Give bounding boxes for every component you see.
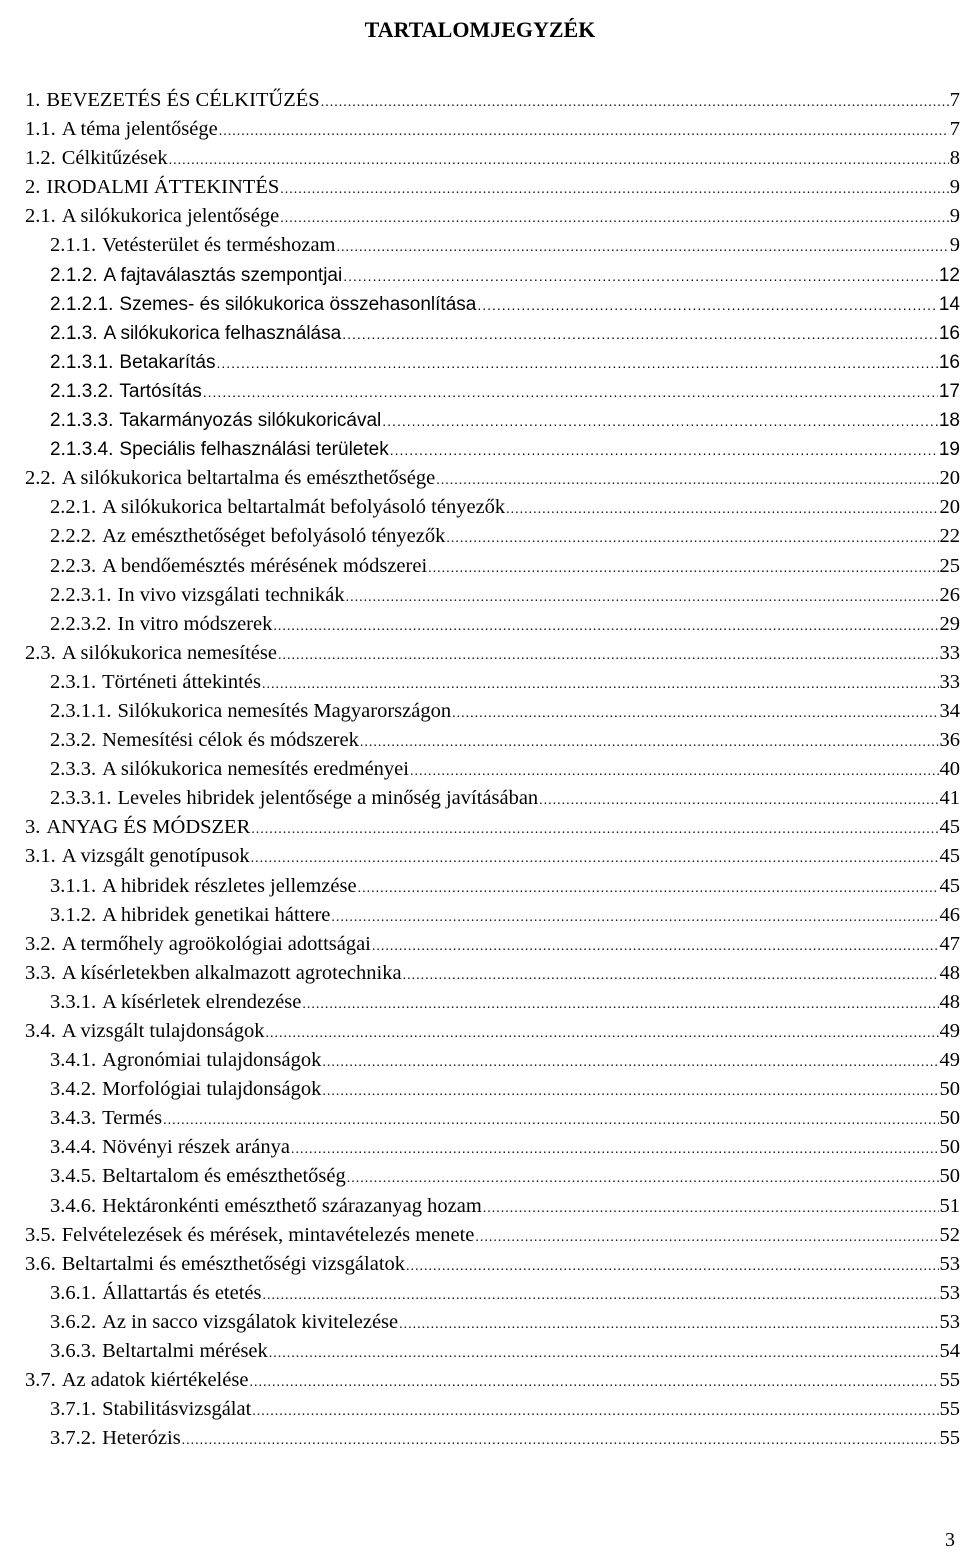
toc-entry-page: 16 [938,351,960,373]
dot-leader [403,961,939,990]
toc-entry-number: 3.7.1. [50,1398,97,1421]
toc-entry[interactable] [25,639,960,668]
toc-entry[interactable] [25,1017,960,1046]
dot-leader [249,1368,938,1397]
toc-entry-title: A vizsgált tulajdonságok [61,1020,265,1042]
toc-entry-number: 2.3.3. [50,758,97,781]
toc-entry-title: Felvételezések és mérések, mintavételezés menete [61,1223,475,1246]
toc-entry-title: A silókukorica beltartalma és emészthetősége [61,467,436,490]
toc-entry-page: 45 [939,816,960,839]
toc-entry-number: 2.3.1.1. [50,699,112,722]
dot-leader [163,1106,938,1135]
toc-entry-number: 1.2. [25,147,56,170]
toc-entry-title: Termés [102,1107,163,1130]
toc-entry-page: 50 [939,1107,960,1130]
dot-leader [263,1281,939,1310]
toc-entry-page: 18 [938,410,960,432]
toc-entry-number: 2.3.1. [50,670,97,693]
toc-entry-title: Beltartalmi és emészthetőségi vizsgálatok [61,1252,406,1275]
toc-entry-title: BEVEZETÉS ÉS CÉLKITŰZÉS [46,89,320,111]
toc-entry[interactable] [25,1075,960,1104]
toc-entry[interactable] [25,1162,960,1191]
toc-entry[interactable] [25,86,960,115]
toc-entry-page: 7 [949,118,960,141]
dot-leader [360,728,939,757]
dot-leader [346,583,939,612]
toc-entry-number: 3.6.3. [50,1340,97,1363]
toc-entry-title: Az in sacco vizsgálatok kivitelezése [102,1310,399,1333]
toc-entry-number: 2.1.3.4. [50,439,114,461]
dot-leader [278,641,939,670]
toc-entry-page: 55 [939,1398,960,1421]
toc-entry-title: Célkitűzések [61,147,168,170]
toc-entry-number: 2.1.3. [50,322,98,344]
toc-entry-page: 9 [949,176,960,199]
toc-entry-title: A silókukorica jelentősége [61,205,280,228]
toc-entry-number: 2.2.3.1. [50,583,112,606]
toc-entry-number: 2.1.2.1. [50,293,114,315]
toc-entry-page: 12 [938,264,960,286]
toc-entry-page: 53 [939,1252,960,1275]
toc-entry-page: 17 [938,380,960,402]
toc-entry-number: 3.4.3. [50,1107,97,1130]
toc-entry-page: 16 [938,322,960,344]
toc-entry-page: 50 [939,1165,960,1188]
dot-leader [322,1048,938,1077]
toc-entry-title: A fajtaválasztás szempontjai [103,264,343,286]
toc-entry[interactable] [25,493,960,522]
dot-leader [452,699,938,728]
toc-entry[interactable] [25,144,960,173]
toc-entry[interactable] [25,610,960,639]
toc-entry-title: A vizsgált genotípusok [61,845,250,868]
dot-leader [321,88,949,117]
toc-entry[interactable] [25,1133,960,1162]
toc-entry-title: Az emészthetőséget befolyásoló tényezők [102,525,446,548]
toc-entry-number: 2.3.3.1. [50,787,112,810]
dot-leader [217,349,938,378]
toc-entry-number: 3.4.2. [50,1078,97,1101]
toc-entry-title: Szemes- és silókukorica összehasonlítása [119,293,477,315]
toc-entry-page: 26 [939,583,960,606]
toc-entry-title: Heterózis [102,1427,181,1450]
toc-entry[interactable] [25,1192,960,1221]
toc-entry[interactable] [25,231,960,260]
toc-entry-title: A silókukorica beltartalmát befolyásoló tényezők [102,496,506,519]
toc-entry-title: A termőhely agroökológiai adottságai [61,932,371,955]
toc-entry-page: 50 [939,1078,960,1101]
toc-entry-page: 40 [939,758,960,781]
dot-leader [358,874,939,903]
toc-entry-title: Leveles hibridek jelentősége a minőség javításában [117,787,539,810]
toc-entry-page: 53 [939,1281,960,1304]
toc-entry[interactable] [25,1250,960,1279]
toc-entry-title: A kísérletek elrendezése [102,990,302,1013]
dot-leader [342,320,938,349]
toc-entry[interactable] [25,1221,960,1250]
toc-entry[interactable] [25,1424,960,1453]
toc-entry-number: 2.1. [25,205,56,228]
dot-leader [273,612,938,641]
toc-entry[interactable] [25,261,960,290]
toc-entry-number: 2.2. [25,467,56,490]
toc-entry[interactable] [25,842,960,871]
toc-entry-page: 47 [939,932,960,955]
toc-entry[interactable] [25,522,960,551]
toc-entry-page: 9 [949,234,960,257]
toc-entry-number: 3.3. [25,961,56,984]
toc-entry-page: 51 [939,1194,960,1217]
toc-entry[interactable] [25,1366,960,1395]
toc-entry-number: 3.1.1. [50,874,97,897]
toc-entry-page: 49 [939,1049,960,1072]
dot-leader [269,1339,939,1368]
toc-entry-page: 50 [939,1136,960,1159]
dot-leader [483,1194,939,1223]
toc-entry[interactable] [25,1046,960,1075]
toc-entry-number: 3.6. [25,1252,56,1275]
toc-entry-page: 53 [939,1310,960,1333]
toc-entry-page: 19 [938,439,960,461]
dot-leader [428,554,938,583]
toc-entry-title: Beltartalom és emészthetőség [102,1165,346,1188]
dot-leader [436,466,938,495]
toc-entry-title: Növényi részek aránya [102,1136,290,1159]
toc-entry-number: 3.3.1. [50,990,97,1013]
dot-leader [251,844,939,873]
toc-entry-page: 48 [939,961,960,984]
toc-entry-page: 33 [939,670,960,693]
toc-entry-page: 25 [939,554,960,577]
dot-leader [262,670,939,699]
dot-leader [406,1252,938,1281]
toc-entry-number: 3.2. [25,932,56,955]
toc-entry[interactable] [25,377,960,406]
toc-entry-title: Hektáronkénti emészthető szárazanyag hozam [102,1194,482,1217]
toc-entry-title: A silókukorica nemesítés eredményei [102,758,409,781]
dot-leader [337,233,949,262]
toc-entry-number: 3.4.6. [50,1194,97,1217]
toc-entry-page: 45 [939,845,960,868]
toc-entry[interactable] [25,668,960,697]
toc-entry-number: 2.2.3.2. [50,612,112,635]
toc-entry-title: ANYAG ÉS MÓDSZER [46,816,251,839]
toc-entry-page: 54 [939,1340,960,1363]
toc-entry-number: 2.2.2. [50,525,97,548]
toc-entry-page: 49 [939,1020,960,1042]
toc-entry[interactable] [25,988,960,1017]
toc-entry-page: 8 [949,147,960,170]
toc-entry[interactable] [25,1395,960,1424]
toc-entry-title: Az adatok kiértékelése [61,1369,249,1392]
dot-leader [331,903,938,932]
toc-entry-page: 33 [939,641,960,664]
toc-entry-number: 3.4. [25,1020,56,1042]
dot-leader [251,815,938,844]
toc-entry[interactable] [25,1279,960,1308]
toc-entry-page: 14 [938,293,960,315]
toc-entry[interactable] [25,464,960,493]
toc-entry[interactable] [25,872,960,901]
dot-leader [539,786,938,815]
toc-entry[interactable] [25,755,960,784]
toc-entry[interactable] [25,959,960,988]
dot-leader [203,378,938,407]
toc-entry-number: 2.3.2. [50,729,97,752]
dot-leader [265,1019,938,1048]
dot-leader [399,1310,938,1339]
dot-leader [169,146,949,175]
toc-entry-number: 3.6.1. [50,1281,97,1304]
toc-entry-title: A hibridek genetikai háttere [102,903,331,926]
toc-entry[interactable] [25,1308,960,1337]
dot-leader [477,291,938,320]
toc-entry-page: 34 [939,699,960,722]
toc-entry-page: 22 [939,525,960,548]
toc-entry-number: 3.4.5. [50,1165,97,1188]
toc-entry-title: Vetésterület és terméshozam [102,234,336,257]
toc-entry-page: 20 [939,496,960,519]
toc-entry-title: IRODALMI ÁTTEKINTÉS [46,176,280,199]
toc-entry[interactable] [25,726,960,755]
dot-leader [280,204,949,233]
page-title: TARTALOMJEGYZÉK [364,16,596,42]
toc-entry-number: 3.1. [25,845,56,868]
toc-entry-title: Speciális felhasználási területek [119,439,389,461]
toc-entry-title: A téma jelentősége [61,118,218,141]
toc-entry-page: 52 [939,1223,960,1246]
dot-leader [446,524,938,553]
toc-entry-number: 2.2.1. [50,496,97,519]
toc-entry-title: Beltartalmi mérések [102,1340,268,1363]
toc-entry-number: 3.1.2. [50,903,97,926]
toc-entry-number: 2.1.2. [50,264,98,286]
toc-entry[interactable] [25,435,960,464]
toc-entry-title: Történeti áttekintés [102,670,261,693]
dot-leader [280,175,949,204]
dot-leader [252,1397,938,1426]
toc-entry-title: In vitro módszerek [117,612,273,635]
toc-entry[interactable] [25,901,960,930]
dot-leader [322,1077,938,1106]
toc-entry-title: A hibridek részletes jellemzése [102,874,357,897]
toc-entry-number: 3.6.2. [50,1310,97,1333]
toc-entry-page: 55 [939,1369,960,1392]
dot-leader [302,990,938,1019]
toc-entry-number: 3.7. [25,1369,56,1392]
toc-entry-number: 2.2.3. [50,554,97,577]
toc-entry[interactable] [25,813,960,842]
table-of-contents [25,86,960,1453]
toc-entry-number: 1.1. [25,118,56,141]
toc-entry-page: 48 [939,990,960,1013]
toc-entry[interactable] [25,348,960,377]
toc-entry-page: 20 [939,467,960,490]
toc-entry-page: 9 [949,205,960,228]
toc-entry[interactable] [25,697,960,726]
toc-entry-number: 3.7.2. [50,1427,97,1450]
toc-entry-page: 55 [939,1427,960,1450]
toc-entry-title: Takarmányozás silókukoricával [119,410,382,432]
toc-entry-number: 1. [25,89,41,111]
toc-entry[interactable] [25,552,960,581]
toc-entry[interactable] [25,290,960,319]
toc-entry-title: Morfológiai tulajdonságok [102,1078,322,1101]
toc-entry-number: 2.3. [25,641,56,664]
toc-entry-title: A kísérletekben alkalmazott agrotechnika [61,961,402,984]
toc-entry-title: A silókukorica nemesítése [61,641,277,664]
toc-entry-title: Stabilitásvizsgálat [102,1398,252,1421]
toc-entry-title: Betakarítás [119,351,216,373]
toc-entry-title: Agronómiai tulajdonságok [102,1049,322,1072]
toc-entry-title: A bendőemésztés mérésének módszerei [102,554,428,577]
dot-leader [475,1223,938,1252]
toc-entry-title: Tartósítás [119,380,202,402]
toc-entry[interactable] [25,319,960,348]
toc-entry-page: 29 [939,612,960,635]
toc-entry-number: 3.5. [25,1223,56,1246]
toc-entry-title: Silókukorica nemesítés Magyarországon [117,699,452,722]
toc-entry-page: 7 [949,89,960,111]
toc-entry[interactable] [25,202,960,231]
toc-entry[interactable] [25,930,960,959]
dot-leader [382,407,938,436]
toc-entry-number: 2.1.3.1. [50,351,114,373]
toc-entry-number: 2.1.3.2. [50,380,114,402]
toc-entry[interactable] [25,406,960,435]
dot-leader [343,262,938,291]
toc-entry-page: 45 [939,874,960,897]
dot-leader [182,1426,939,1455]
toc-entry[interactable] [25,1337,960,1366]
toc-entry-page: 36 [939,729,960,752]
toc-entry-title: In vivo vizsgálati technikák [117,583,345,606]
toc-entry-number: 2.1.1. [50,234,97,257]
toc-entry[interactable] [25,1104,960,1133]
dot-leader [291,1135,939,1164]
dot-leader [219,117,949,146]
toc-entry[interactable] [25,115,960,144]
toc-entry-number: 2.1.3.3. [50,410,114,432]
toc-entry-number: 3.4.4. [50,1136,97,1159]
toc-entry-number: 3. [25,816,41,839]
toc-entry-title: Állattartás és etetés [102,1281,262,1304]
toc-entry-page: 41 [939,787,960,810]
toc-entry-number: 3.4.1. [50,1049,97,1072]
toc-entry[interactable] [25,173,960,202]
toc-entry-page: 46 [939,903,960,926]
toc-entry-title: Nemesítési célok és módszerek [102,729,359,752]
dot-leader [410,757,939,786]
toc-entry-number: 2. [25,176,41,199]
page-number: 3 [945,1529,955,1551]
dot-leader [390,436,938,465]
toc-entry[interactable] [25,581,960,610]
dot-leader [372,932,939,961]
dot-leader [347,1164,939,1193]
toc-entry[interactable] [25,784,960,813]
toc-entry-title: A silókukorica felhasználása [103,322,342,344]
dot-leader [506,495,938,524]
